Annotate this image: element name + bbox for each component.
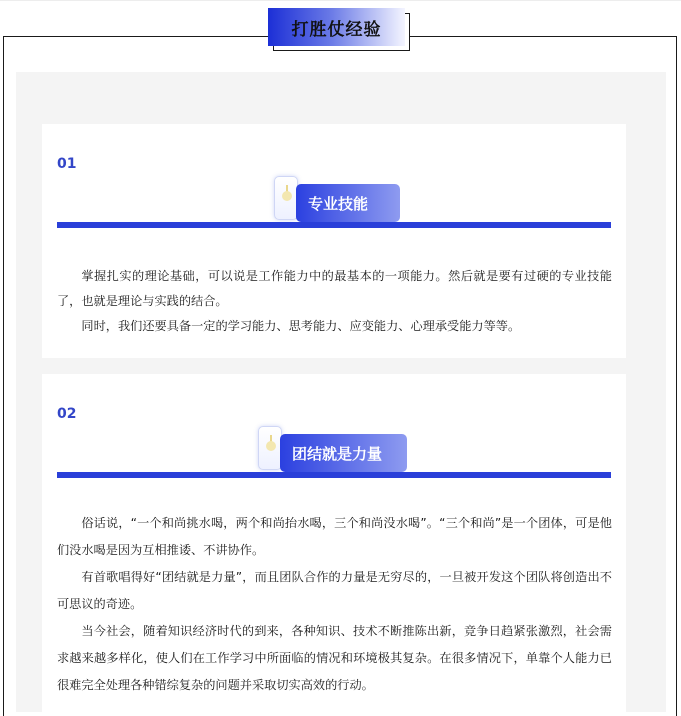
section-rule xyxy=(57,472,611,478)
phone-icon xyxy=(258,426,282,470)
section-body xyxy=(57,510,612,699)
paragraph: 俗话说，“一个和尚挑水喝，两个和尚抬水喝，三个和尚没水喝”。“三个和尚”是一个团体，可是他们没水喝是因为互相推诿、不讲协作。 xyxy=(57,516,612,557)
section-card-2 xyxy=(42,374,626,714)
section-number: 02 xyxy=(57,406,77,422)
section-body xyxy=(57,264,612,339)
top-divider xyxy=(0,0,681,1)
paragraph: 掌握扎实的理论基础，可以说是工作能力中的最基本的一项能力。然后就是要有过硬的专业技能了，也就是理论与实践的结合。 xyxy=(57,269,612,308)
section-heading-badge xyxy=(258,426,408,474)
section-card-1 xyxy=(42,124,626,358)
paragraph: 有首歌唱得好“团结就是力量”，而且团队合作的力量是无穷尽的，一旦被开发这个团队将创造出不可思议的奇迹。 xyxy=(57,570,612,611)
section-heading-badge xyxy=(274,176,394,224)
phone-icon xyxy=(274,176,298,220)
paragraph: 同时，我们还要具备一定的学习能力、思考能力、应变能力、心理承受能力等等。 xyxy=(81,319,521,333)
page-title: 打胜仗经验 xyxy=(268,8,405,46)
paragraph: 当今社会，随着知识经济时代的到来，各种知识、技术不断推陈出新，竞争日趋紧张激烈，社会需求越来越多样化，使人们在工作学习中所面临的情况和环境极其复杂。在很多情况下，单靠个人能力已很难完全处理各种错综复杂的问题并采取切实高效的行动。 xyxy=(57,624,612,692)
section-rule xyxy=(57,222,611,228)
section-heading: 团结就是力量 xyxy=(280,434,407,472)
section-number: 01 xyxy=(57,156,77,172)
section-heading: 专业技能 xyxy=(296,184,400,222)
